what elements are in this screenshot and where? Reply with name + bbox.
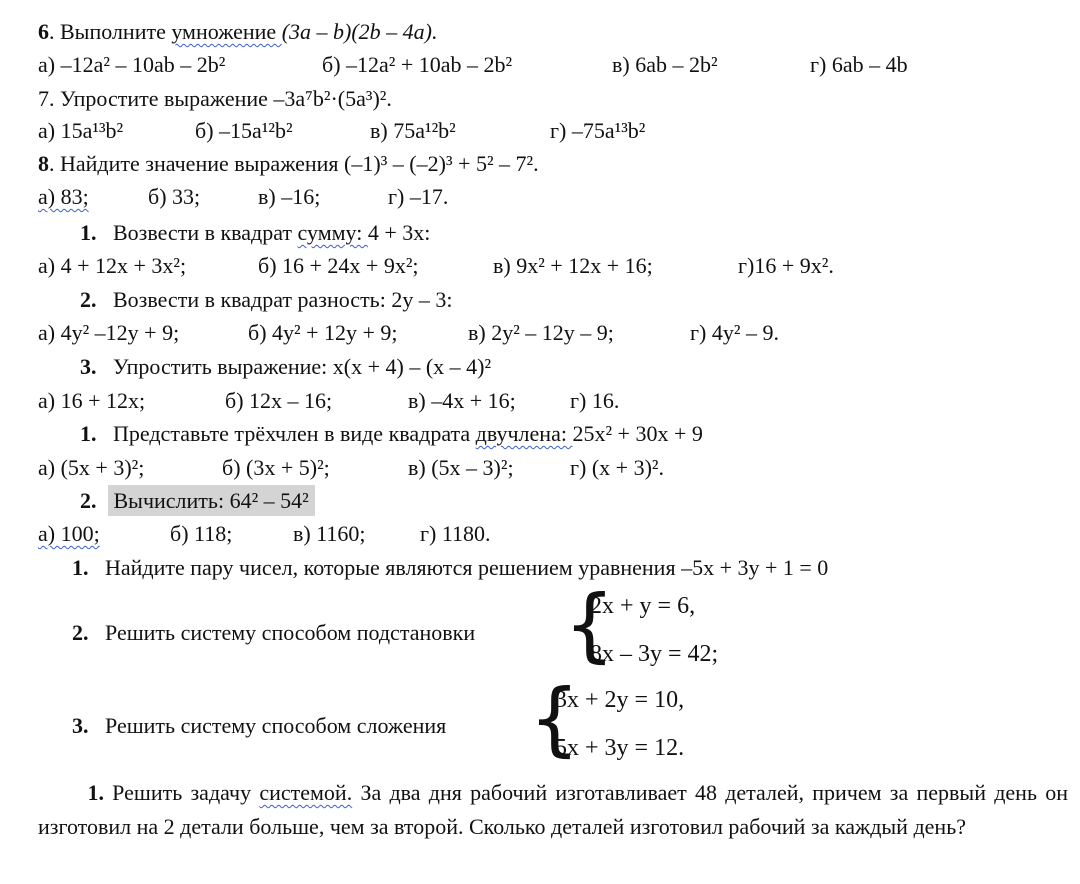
option-d: г) –17. (388, 184, 449, 209)
question-number: 2. (80, 488, 97, 513)
question-text: Решить систему способом сложения (105, 713, 447, 738)
option-a: а) –12a² – 10ab – 2b² (38, 52, 226, 77)
question-text: Найдите пару чисел, которые являются решением уравнения –5x + 3y + 1 = 0 (105, 555, 829, 580)
option-a: а) 83; (38, 184, 89, 209)
expression: (3a – b)(2b – 4a). (281, 19, 438, 44)
question-number: 3. (80, 354, 97, 379)
question-number: 1. (72, 555, 89, 580)
question-text: . Выполните (49, 19, 172, 44)
brace-icon: { (529, 672, 580, 765)
option-c: в) (5x – 3)²; (408, 455, 514, 480)
option-d: г) –75a¹³b² (550, 118, 646, 143)
option-d: г)16 + 9x². (738, 253, 834, 278)
spellcheck-word: двучлена: (475, 421, 573, 446)
question-8 (38, 151, 539, 177)
option-b: б) 16 + 24x + 9x²; (258, 253, 419, 278)
option-b: б) 12x – 16; (225, 388, 333, 413)
addition-question (72, 713, 446, 739)
option-c: в) 75a¹²b² (370, 118, 456, 143)
option-d: г) (x + 3)². (570, 455, 665, 480)
equation: 5x + 3y = 12. (555, 735, 685, 761)
expression: 25x² + 30x + 9 (572, 421, 703, 446)
option-b: б) 4y² + 12y + 9; (248, 320, 398, 345)
equation-pair-question (72, 555, 828, 581)
equation: 2x + y = 6, (590, 593, 696, 619)
question-7: 7. Упростите выражение –3a⁷b²·(5a³)². (38, 86, 392, 111)
question-text: Возвести в квадрат разность: 2y – 3: (113, 287, 453, 312)
square-diff-question (80, 287, 452, 313)
question-6 (38, 19, 438, 45)
question-number: 3. (72, 713, 89, 738)
question-text: . Найдите значение выражения (49, 151, 345, 176)
word-problem (38, 776, 1068, 844)
question-number: 2. (80, 287, 97, 312)
question-text: Решить систему способом подстановки (105, 620, 476, 645)
option-a: а) 16 + 12x; (38, 388, 146, 413)
expression: 4 + 3x: (367, 220, 431, 245)
option-c: в) 1160; (293, 521, 366, 546)
question-number: 1. (80, 220, 97, 245)
option-c: в) –4x + 16; (408, 388, 516, 413)
question-number: 1. (87, 780, 104, 805)
equation: 8x – 3y = 42; (590, 641, 719, 667)
option-a: а) (5x + 3)²; (38, 455, 145, 480)
option-a: а) 15a¹³b² (38, 118, 124, 143)
question-text: Представьте трёхчлен в виде квадрата (113, 421, 476, 446)
simplify-question (80, 354, 491, 380)
option-c: в) 6ab – 2b² (612, 52, 718, 77)
question-text: Возвести в квадрат (113, 220, 298, 245)
question-number: 6 (38, 19, 49, 44)
option-c: в) 9x² + 12x + 16; (493, 253, 653, 278)
square-sum-question (80, 220, 430, 246)
option-d: г) 4y² – 9. (690, 320, 779, 345)
substitution-question (72, 620, 475, 646)
option-b: б) –12a² + 10ab – 2b² (322, 52, 513, 77)
question-number: 1. (80, 421, 97, 446)
option-b: б) 118; (170, 521, 233, 546)
question-number: 2. (72, 620, 89, 645)
spellcheck-word: системой. (259, 780, 353, 805)
highlighted-text: Вычислить: 64² – 54² (108, 485, 315, 516)
question-number: 8 (38, 151, 49, 176)
option-c: в) 2y² – 12y – 9; (468, 320, 614, 345)
option-b: б) –15a¹²b² (195, 118, 293, 143)
option-a: а) 4 + 12x + 3x²; (38, 253, 187, 278)
spellcheck-word: умножение (171, 19, 282, 44)
option-b: б) (3x + 5)²; (222, 455, 330, 480)
equation: 3x + 2y = 10, (555, 687, 685, 713)
trinomial-question (80, 421, 703, 447)
question-text: Решить задачу (103, 780, 260, 805)
option-d: г) 16. (570, 388, 620, 413)
brace-icon: { (564, 578, 615, 671)
question-text: За два дня рабочий изготавливает 48 деталей, причем за первый день он изготовил на 2 детали больше, чем за второй. Сколько деталей изготовил рабочий за каждый день? (38, 780, 1068, 839)
question-text: Упростить выражение: x(x + 4) – (x – 4)² (113, 354, 492, 379)
compute-question (80, 488, 315, 514)
option-c: в) –16; (258, 184, 321, 209)
option-d: г) 6ab – 4b (810, 52, 908, 77)
option-b: б) 33; (148, 184, 201, 209)
option-d: г) 1180. (420, 521, 491, 546)
expression: (–1)³ – (–2)³ + 5² – 7². (344, 151, 539, 176)
option-a: а) 4y² –12y + 9; (38, 320, 180, 345)
option-a: а) 100; (38, 521, 100, 546)
spellcheck-word: сумму: (297, 220, 368, 245)
